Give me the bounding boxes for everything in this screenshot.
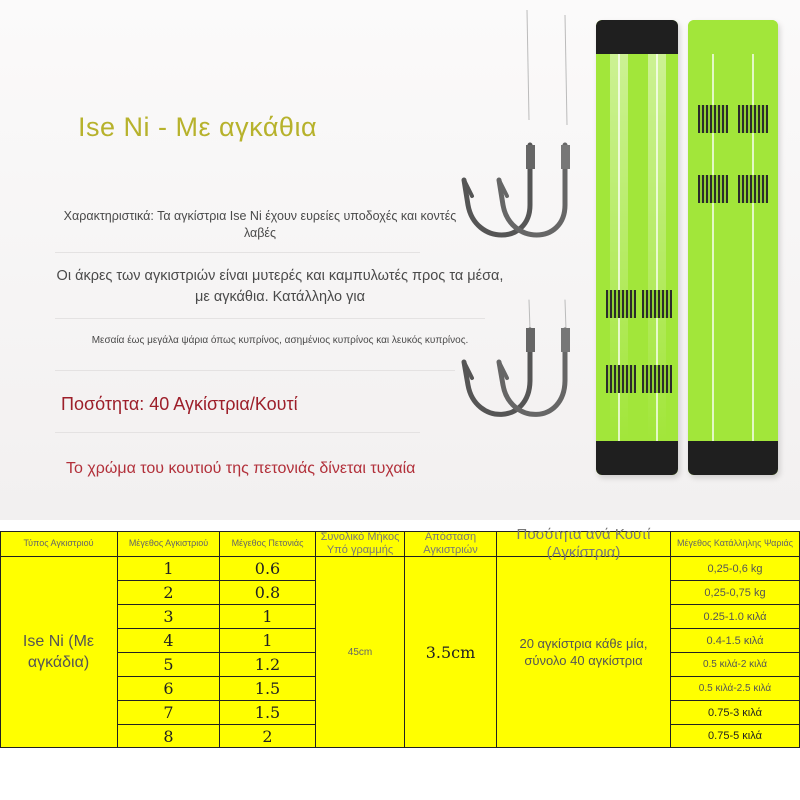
header-line-size: Μέγεθος Πετονιάς (220, 531, 316, 557)
header-hook-size: Μέγεθος Αγκιστριού (118, 531, 220, 557)
line-size-cell: 2 (220, 725, 316, 748)
line-size-cell: 1.5 (220, 701, 316, 725)
hook-size-cell: 8 (118, 725, 220, 748)
fish-size-cell: 0,25-0,6 kg (671, 557, 800, 581)
hook-clip (606, 365, 636, 393)
total-length-cell: 45cm (316, 557, 405, 748)
line-size-cell: 1.5 (220, 677, 316, 701)
quantity-text: Ποσότητα: 40 Αγκίστρια/Κουτί (61, 394, 298, 414)
header-qty-per-box: Ποσότητα ανά Κουτί (Αγκίστρια) (497, 531, 671, 557)
hook-type-cell: Ise Ni (Με αγκάδια) (0, 557, 118, 748)
header-total-length: Συνολικό Μήκος Υπό γραμμής (316, 531, 405, 557)
hook-clip (642, 290, 672, 318)
divider-line (55, 432, 420, 433)
hook-clip (606, 290, 636, 318)
hook-clip (642, 365, 672, 393)
divider-line (55, 370, 455, 371)
qty-cell: 20 αγκίστρια κάθε μία, σύνολο 40 αγκίστρια (497, 557, 671, 748)
fish-size-cell: 0.25-1.0 κιλά (671, 605, 800, 629)
feature-text-1: Χαρακτηριστικά: Τα αγκίστρια Ise Ni έχουν ευρείες υποδοχές και κοντές λαβές (63, 209, 457, 240)
hook-size-cell: 5 (118, 653, 220, 677)
hook-size-cell: 4 (118, 629, 220, 653)
hook-size-cell: 2 (118, 581, 220, 605)
color-note-text: Το χρώμα του κουτιού της πετονιάς δίνεται τυχαία (66, 460, 416, 477)
fish-size-cell: 0.5 κιλά-2.5 κιλά (671, 677, 800, 701)
line-size-cell: 1 (220, 629, 316, 653)
hook-clip (738, 105, 768, 133)
divider-line (55, 252, 420, 253)
line-size-cell: 0.6 (220, 557, 316, 581)
fishing-hooks-icon (450, 0, 590, 520)
hook-box-closed (596, 20, 678, 475)
hook-clip (698, 105, 728, 133)
divider-line (55, 318, 485, 319)
hook-size-cell: 3 (118, 605, 220, 629)
box-cap (596, 20, 678, 54)
fish-size-cell: 0.4-1.5 κιλά (671, 629, 800, 653)
line-size-cell: 1 (220, 605, 316, 629)
hook-size-cell: 6 (118, 677, 220, 701)
fish-size-cell: 0.75-5 κιλά (671, 725, 800, 748)
hook-size-cell: 7 (118, 701, 220, 725)
feature-text-2: Οι άκρες των αγκιστριών είναι μυτερές και καμπυλωτές προς τα μέσα, με αγκάθια. Κατάλληλο για (56, 268, 504, 305)
fish-size-cell: 0,25-0,75 kg (671, 581, 800, 605)
box-cap (688, 441, 778, 475)
fish-size-cell: 0.75-3 κιλά (671, 701, 800, 725)
feature-text-3: Μεσαία έως μεγάλα ψάρια όπως κυπρίνος, ασημένιος κυπρίνος και λευκός κυπρίνος. (91, 335, 469, 346)
product-title: Ise Ni - Με αγκάθια (78, 112, 318, 142)
hook-clip (738, 175, 768, 203)
line-size-cell: 1.2 (220, 653, 316, 677)
hook-clip (698, 175, 728, 203)
header-type: Τύπος Αγκιστριού (0, 531, 118, 557)
hook-size-cell: 1 (118, 557, 220, 581)
hook-box-open (688, 20, 778, 475)
fish-size-cell: 0.5 κιλά-2 κιλά (671, 653, 800, 677)
header-spacing: Απόσταση Αγκιστριών (405, 531, 497, 557)
spec-table (0, 525, 800, 748)
spacing-cell: 3.5cm (405, 557, 497, 748)
line-size-cell: 0.8 (220, 581, 316, 605)
box-cap (596, 441, 678, 475)
header-fish-size: Μέγεθος Κατάλληλης Ψαριάς (671, 531, 800, 557)
box-cap (688, 20, 778, 50)
